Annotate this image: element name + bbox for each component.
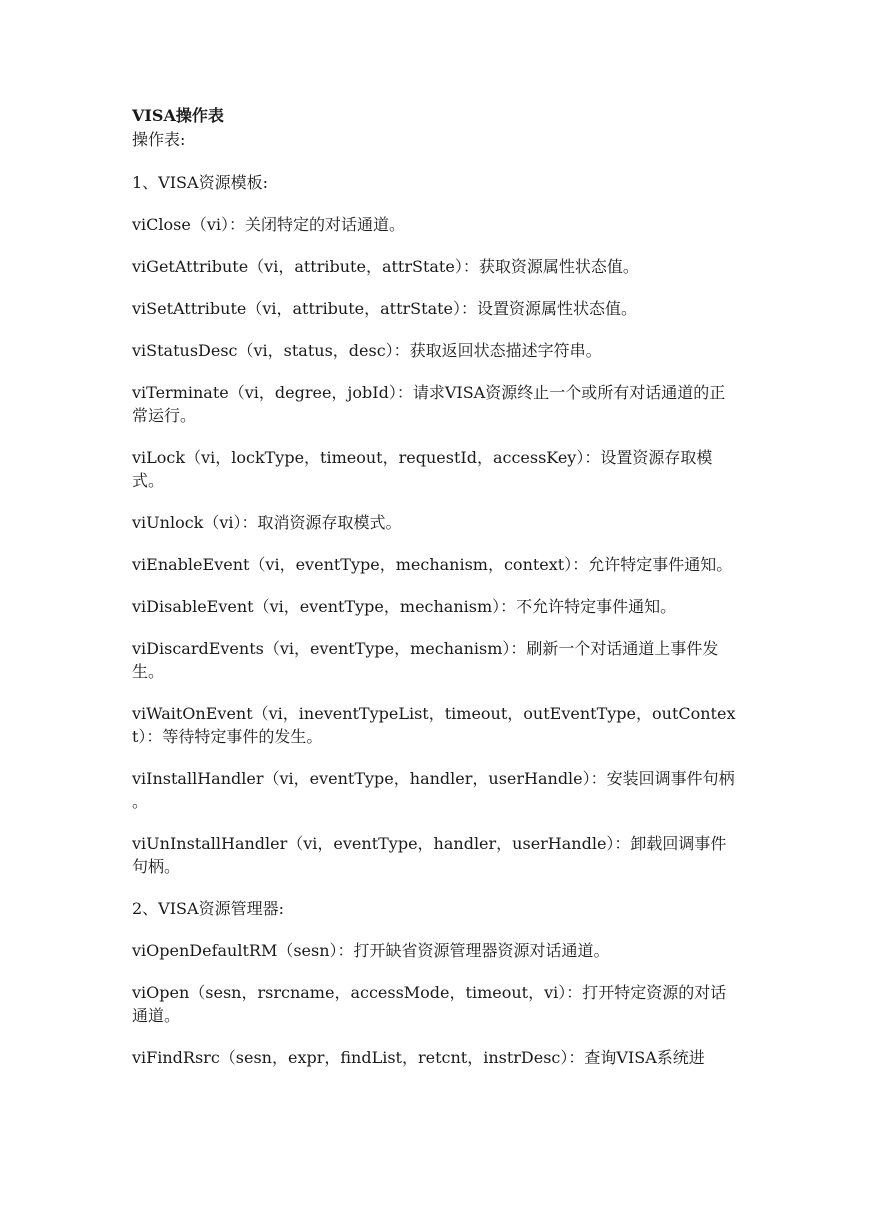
entry-viSetAttribute: viSetAttribute（vi，attribute，attrState）：设置资源属性状态值。 (132, 299, 638, 318)
entry-viFindRsrc: viFindRsrc（sesn，expr，findList，retcnt，instrDesc）：查询VISA系统进 (132, 1048, 705, 1067)
section-heading-resource-template: 1、VISA资源模板: (132, 173, 268, 192)
entry-viDiscardEvents: viDiscardEvents（vi，eventType，mechanism）：刷新一个对话通道上事件发生。 (132, 639, 719, 681)
document-page (132, 104, 738, 1088)
entry-viOpen: viOpen（sesn，rsrcname，accessMode，timeout，vi）：打开特定资源的对话通道。 (132, 983, 727, 1025)
entry-viInstallHandler: viInstallHandler（vi，eventType，handler，userHandle）：安装回调事件句柄 。 (132, 769, 735, 811)
entry-viUnlock: viUnlock（vi）：取消资源存取模式。 (132, 513, 402, 532)
entry-viUnInstallHandler: viUnInstallHandler（vi，eventType，handler，userHandle）：卸载回调事件句柄。 (132, 834, 727, 876)
document-title: VISA操作表 (132, 106, 224, 125)
entry-viEnableEvent: viEnableEvent（vi，eventType，mechanism，context）：允许特定事件通知。 (132, 555, 733, 574)
section-heading-resource-manager: 2、VISA资源管理器: (132, 899, 284, 918)
entry-viStatusDesc: viStatusDesc（vi，status，desc）：获取返回状态描述字符串。 (132, 341, 602, 360)
entry-viLock: viLock（vi，lockType，timeout，requestId，accessKey）：设置资源存取模式。 (132, 448, 713, 490)
entry-viOpenDefaultRM: viOpenDefaultRM（sesn）：打开缺省资源管理器资源对话通道。 (132, 941, 610, 960)
document-subtitle: 操作表: (132, 130, 186, 149)
entry-viDisableEvent: viDisableEvent（vi，eventType，mechanism）：不允许特定事件通知。 (132, 597, 677, 616)
entry-viGetAttribute: viGetAttribute（vi，attribute，attrState）：获取资源属性状态值。 (132, 257, 639, 276)
entry-viTerminate: viTerminate（vi，degree，jobId）：请求VISA资源终止一个或所有对话通道的正常运行。 (132, 383, 726, 425)
entry-viClose: viClose（vi）：关闭特定的对话通道。 (132, 215, 405, 234)
entry-viWaitOnEvent: viWaitOnEvent（vi，ineventTypeList，timeout，outEventType，outContext）：等待特定事件的发生。 (132, 704, 736, 746)
